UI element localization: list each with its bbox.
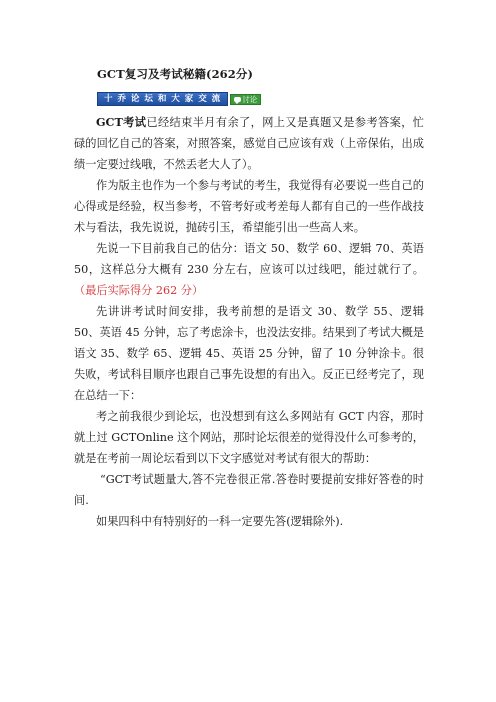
paragraph-intro: [74, 112, 424, 175]
paragraph-text: 先说一下目前我自己的估分：语文 50、数学 60、逻辑 70、英语 50，这样总分大概有 230 分左右，应该可以过线吧，能过就行了。: [74, 242, 424, 276]
paragraph-advice: [74, 511, 424, 532]
chat-bubble-icon: [234, 97, 241, 102]
paragraph-quote: [74, 469, 424, 511]
paragraph-text: 作为版主也作为一个参与考试的考生，我觉得有必要说一些自己的心得或是经验，权当参考，不管考好或考差每人都有自己的一些作战技术与看法，我先说说，抛砖引玉，希望能引出一些高人来。: [74, 179, 424, 234]
paragraph-text: “GCT考试题量大,答不完卷很正常.答卷时要提前安排好答卷的时间.: [74, 473, 424, 507]
paragraph-text: 考之前我很少到论坛，也没想到有这么多网站有 GCT 内容，那时就上过 GCTOnline 这个网站，那时论坛很差的觉得没什么可参考的，就是在考前一周论坛看到以下文字感觉对考试有很大的帮助：: [74, 410, 424, 465]
banner-main-label[interactable]: 十 乔 论 坛 和 大 家 交 流: [97, 92, 228, 106]
paragraph-time-plan: [74, 301, 424, 406]
lead-bold-text: GCT考试: [96, 115, 147, 129]
actual-score-note: （最后实际得分 262 分）: [74, 284, 204, 297]
discuss-tag-label: 讨论: [242, 94, 258, 104]
paragraph-text: 先讲讲考试时间安排，我考前想的是语文 30、数学 55、逻辑 50、英语 45 分钟，忘了考虑涂卡，也没法安排。结果到了考试大概是语文 35、数学 65、逻辑 45、英语 25 分钟，留了 10 分钟涂卡。很失败，考试科目顺序也跟自己事先设想的有出入。反正已经考完了，现在总结一下：: [74, 305, 424, 402]
paragraph-motivation: [74, 175, 424, 238]
article-body: [74, 112, 424, 532]
paragraph-score-estimate: [74, 238, 424, 301]
paragraph-forum: [74, 406, 424, 469]
page-title: GCT复习及考试秘籍(262分): [97, 67, 254, 81]
paragraph-text: 已经结束半月有余了，网上又是真题又是参考答案，忙碌的回忆自己的答案，对照答案，感觉自己应该有戏（上帝保佑，出成绩一定要过线哦，不然丢老大人了）。: [74, 116, 424, 171]
discuss-tag[interactable]: [230, 94, 261, 105]
paragraph-text: 如果四科中有特别好的一科一定要先答(逻辑除外).: [96, 515, 344, 528]
forum-banner[interactable]: [97, 92, 261, 106]
